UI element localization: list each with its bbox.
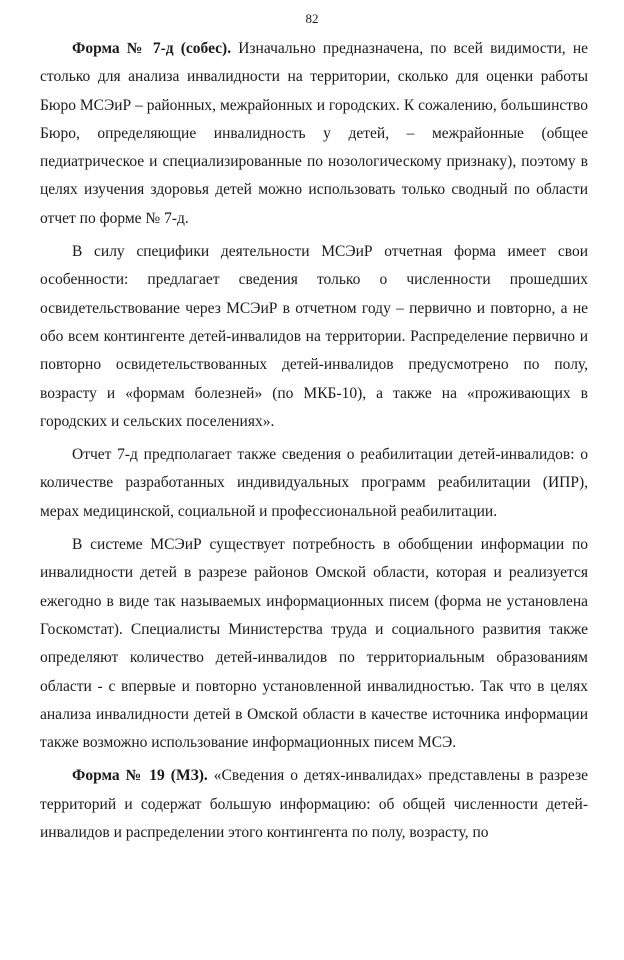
paragraph-form-19 — [40, 762, 588, 847]
paragraph-form-7d — [40, 35, 588, 233]
paragraph-text: В силу специфики деятельности МСЭиР отчетная форма имеет свои особенности: предлагает сведения только о численности прошедших освидетельствование через МСЭиР в отчетном году – первично и повторно, а не обо всем контингенте детей-инвалидов на территории. Распределение первично и повторно освидетельствованных детей-инвалидов предусмотрено по полу, возрасту и «формам болезней» (по МКБ-10), а также на «проживающих в городских и сельских поселениях». — [40, 243, 588, 430]
paragraph-text: «Сведения о детях-инвалидах» представлены в разрезе территорий и содержат большую информацию: об общей численности детей-инвалидов и распределении этого контингента по полу, возрасту, по — [40, 767, 588, 842]
page-number: 82 — [305, 11, 319, 26]
paragraph-text: В системе МСЭиР существует потребность в обобщении информации по инвалидности детей в разрезе районов Омской области, которая и реализуется ежегодно в виде так называемых информационных писем (форма не установлена Госкомстат). Специалисты Министерства труда и социального развития также определяют количество детей-инвалидов по территориальным образованиям области - с впервые и повторно установленной инвалидностью. Так что в целях анализа инвалидности детей в Омской области в качестве источника информации также возможно использование информационных писем МСЭ. — [40, 536, 588, 752]
paragraph-information-letters — [40, 531, 588, 757]
paragraph-text: Изначально предназначена, по всей видимости, не столько для анализа инвалидности на территории, сколько для оценки работы Бюро МСЭиР – районных, межрайонных и городских. К сожалению, большинство Бюро, определяющие инвалидность у детей, – межрайонные (общее педиатрическое и специализированные по нозологическому признаку), поэтому в целях изучения здоровья детей можно использовать только сводный по области отчет по форме № 7-д. — [40, 40, 589, 227]
body-text — [40, 35, 588, 852]
paragraph-rehabilitation — [40, 441, 588, 526]
form-19-heading: Форма № 19 (МЗ). — [72, 767, 208, 785]
paragraph-msier-specifics — [40, 238, 588, 436]
form-7d-heading: Форма № 7-д (собес). — [72, 40, 232, 57]
paragraph-text: Отчет 7-д предполагает также сведения о реабилитации детей-инвалидов: о количестве разработанных индивидуальных программ реабилитации (ИПР), мерах медицинской, социальной и профессиональной реабилитации. — [40, 446, 588, 520]
